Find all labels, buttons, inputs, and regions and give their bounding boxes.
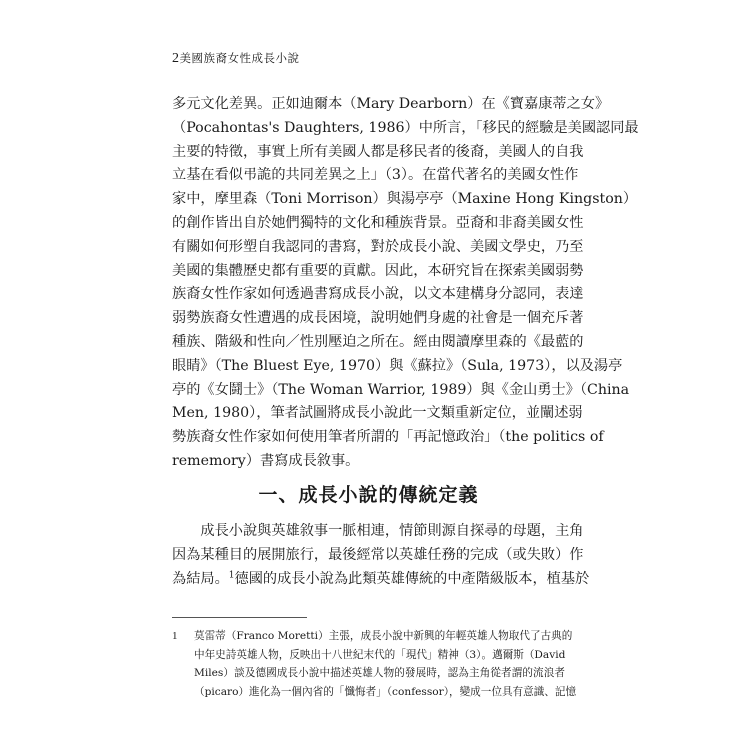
footnote-divider: [172, 617, 307, 618]
footnote: [172, 627, 577, 701]
text-line: 因為某種目的展開旅行，最後經常以英雄任務的完成（或失敗）作: [172, 546, 584, 563]
text-line: 美國的集體歷史都有重要的貢獻。因此，本研究旨在探索美國弱勢: [172, 262, 584, 279]
text-span: 為結局。: [172, 570, 229, 587]
text-line: 勢族裔女性作家如何使用筆者所謂的「再記憶政治」（the politics of: [172, 429, 604, 446]
text-line: 主要的特徵，事實上所有美國人都是移民者的後裔，美國人的自我: [172, 143, 584, 160]
text-line: 族裔女性作家如何透過書寫成長小說，以文本建構身分認同，表達: [172, 286, 584, 303]
text-line: 家中，摩里森（Toni Morrison）與湯亭亭（Maxine Hong Kingston）: [172, 191, 638, 208]
text-line: 多元文化差異。正如迪爾本（Mary Dearborn）在《寶嘉康蒂之女》: [172, 96, 610, 112]
footnote-line: 中年史詩英雄人物，反映出十八世紀末代的「現代」精神（3）。邁爾斯（David: [194, 648, 566, 661]
text-line: 種族、階級和性向／性別壓迫之所在。經由閱讀摩里森的《最藍的: [172, 333, 584, 350]
text-line: 成長小說與英雄敘事一脈相連，情節則源自探尋的母題，主角: [172, 523, 584, 539]
footnote-line: （picaro）進化為一個內省的「懺悔者」（confessor），變成一位具有意識、記憶: [194, 685, 577, 698]
footnote-line: [172, 627, 573, 646]
text-line: Men, 1980），筆者試圖將成長小說此一文類重新定位，並闡述弱: [172, 405, 583, 422]
footnote-ref[interactable]: 1: [228, 569, 235, 580]
text-line: 弱勢族裔女性遭遇的成長困境，說明她們身處的社會是一個充斥著: [172, 310, 584, 327]
text-span: 德國的成長小說為此類英雄傳統的中產階級版本，植基於: [234, 570, 590, 587]
text-line: 的創作皆出自於她們獨特的文化和種族背景。亞裔和非裔美國女性: [172, 214, 584, 231]
text-line: 眼睛》（The Bluest Eye, 1970）與《蘇拉》（Sula, 1973），以及湯亭: [172, 357, 623, 374]
text-line: rememory）書寫成長敘事。: [172, 452, 360, 469]
text-line: 亭的《女鬪士》（The Woman Warrior, 1989）與《金山勇士》（China: [172, 381, 630, 398]
body-paragraph: [172, 93, 639, 474]
running-header: [172, 50, 300, 67]
section-heading: 一、成長小說的傳統定義: [258, 484, 479, 506]
page-number: 2: [172, 51, 180, 66]
running-title: 美國族裔女性成長小說: [179, 51, 300, 65]
footnote-line: Miles）談及德國成長小說中描述英雄人物的發展時，認為主角從者謂的流浪者: [194, 667, 565, 679]
text-line: [172, 568, 590, 592]
text-line: （Pocahontas's Daughters, 1986）中所言，「移民的經驗是美國認同最: [172, 119, 639, 136]
footnote-text: 莫雷蒂（Franco Moretti）主張，成長小說中新興的年輕英雄人物取代了古典的: [194, 630, 573, 642]
section-paragraph: [172, 520, 590, 591]
text-line: 立基在看似弔詭的共同差異之上」（3）。在當代著名的美國女性作: [172, 167, 579, 184]
text-line: 有關如何形塑自我認同的書寫，對於成長小說、美國文學史，乃至: [172, 238, 584, 255]
footnote-number: 1: [172, 630, 178, 642]
